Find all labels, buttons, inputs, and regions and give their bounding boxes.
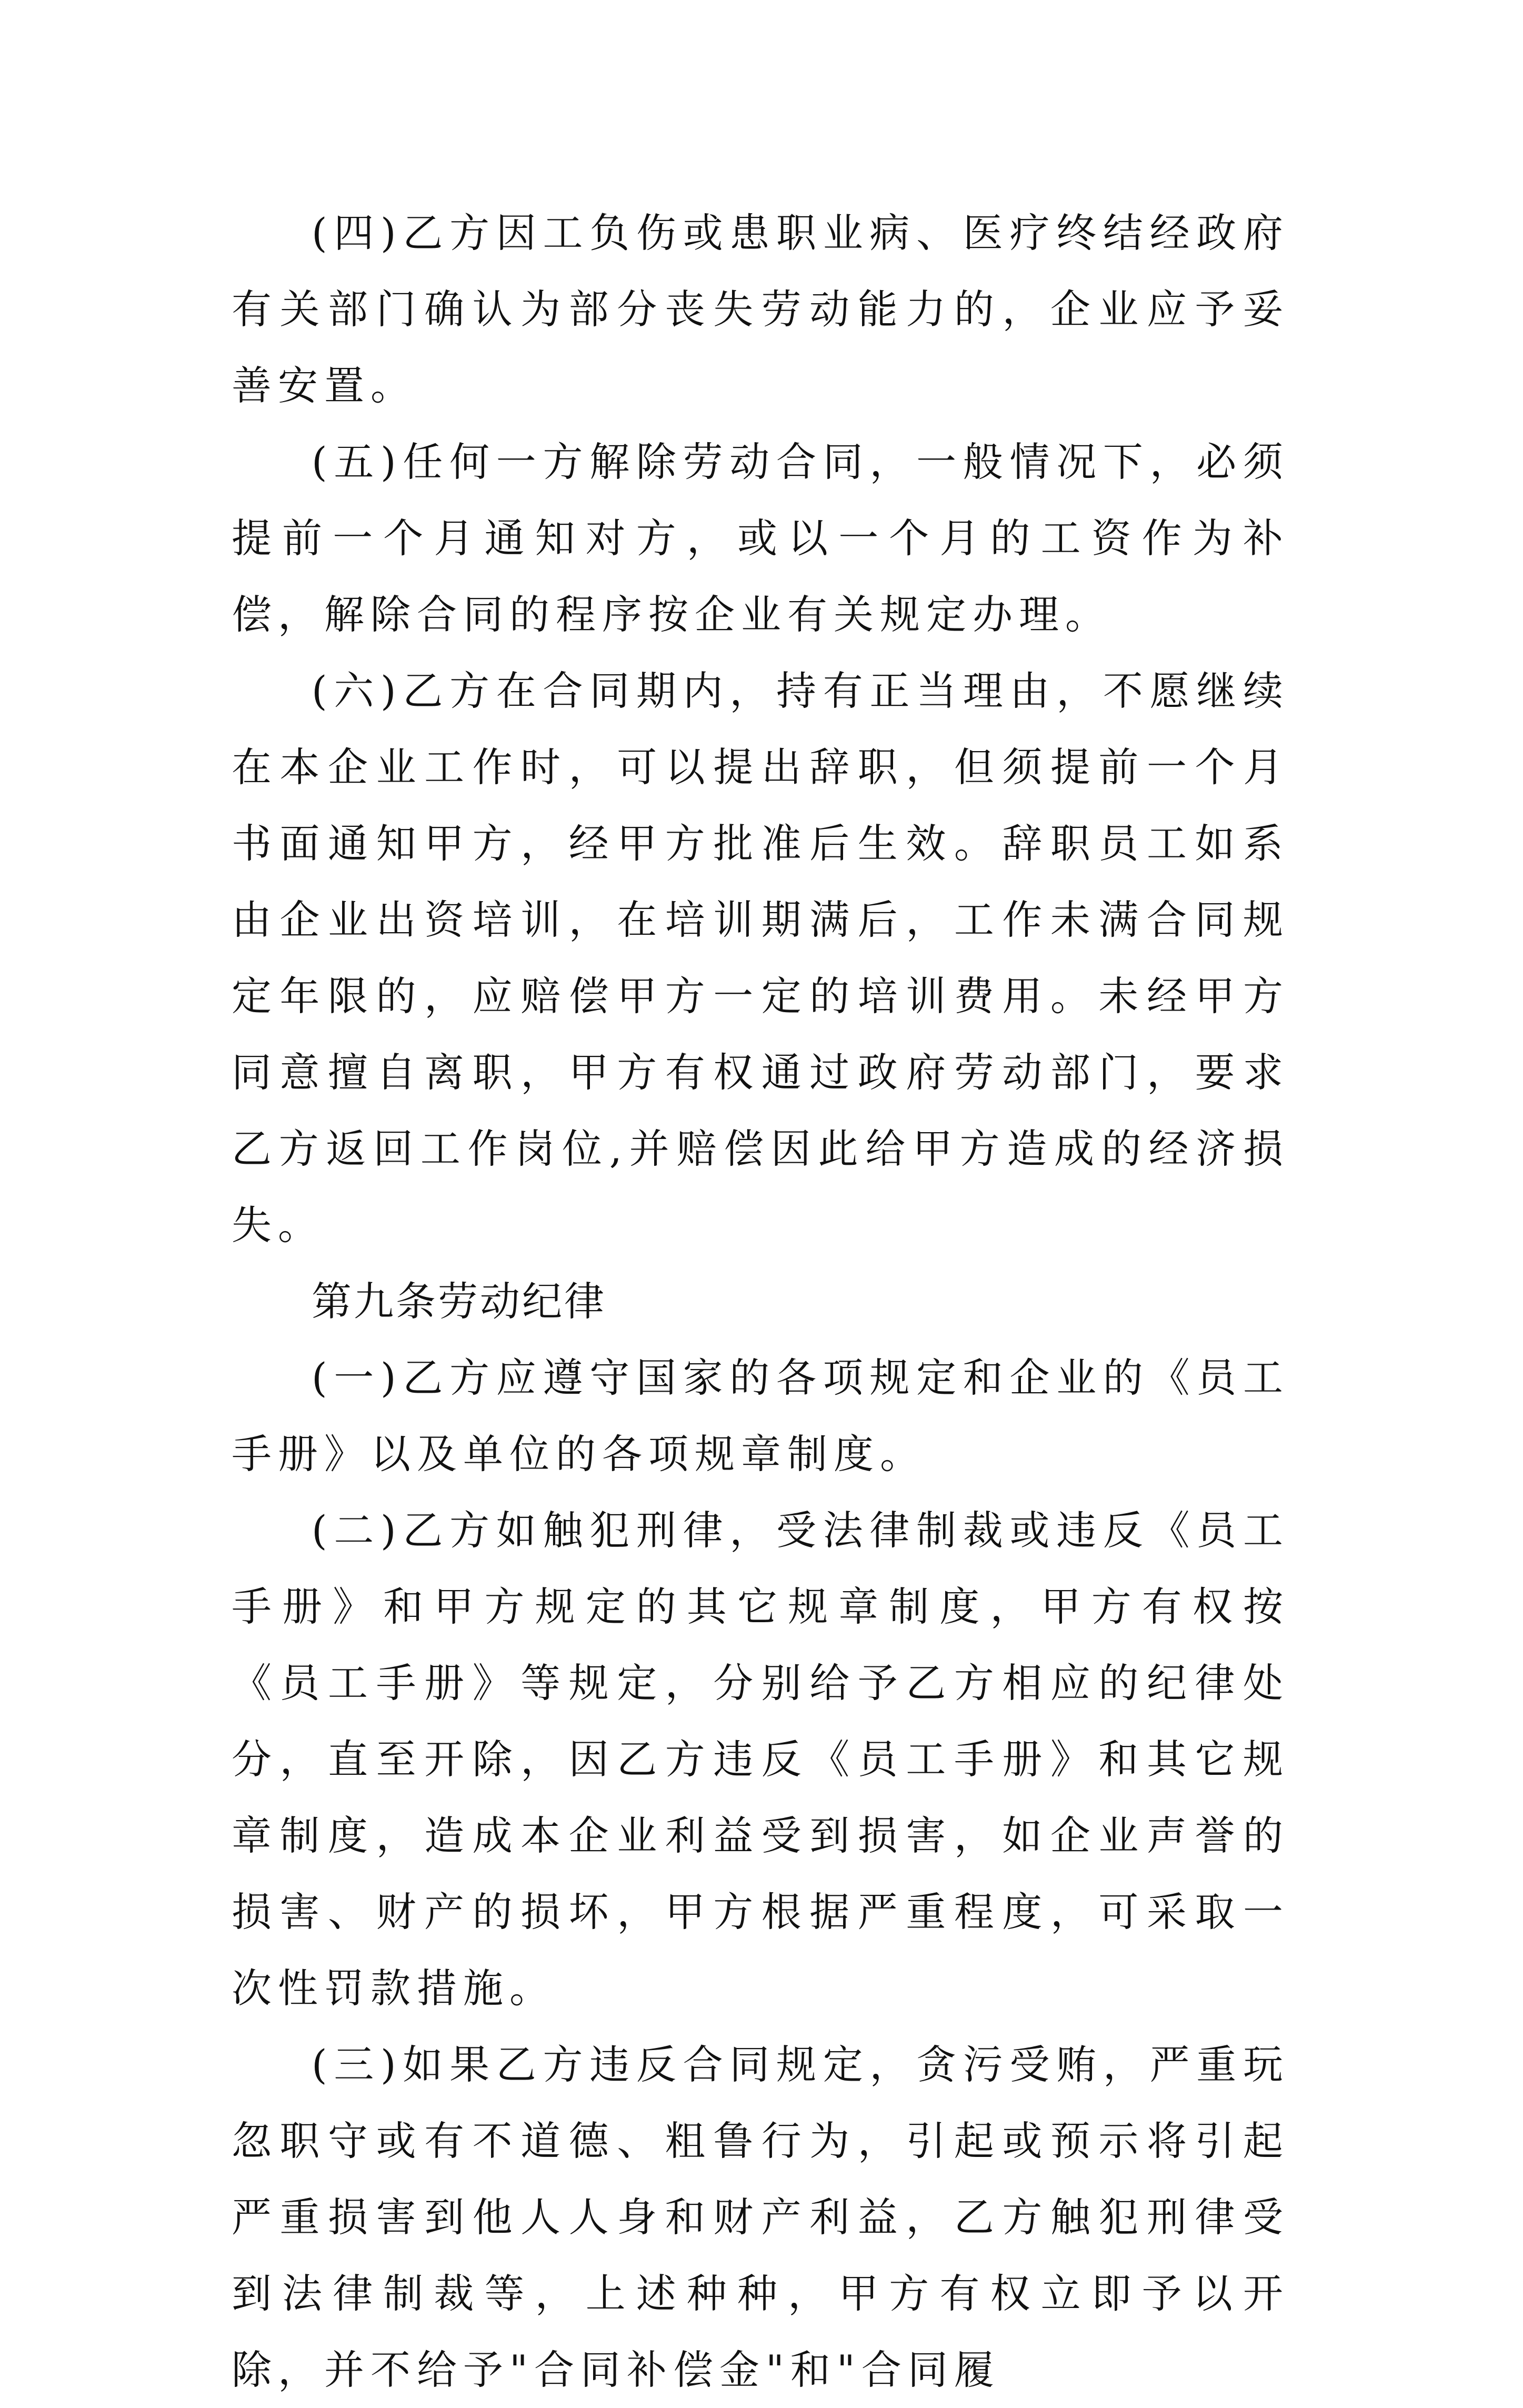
paragraph-clause-5: (五)任何一方解除劳动合同，一般情况下，必须提前一个月通知对方，或以一个月的工资作为补偿，解除合同的程序按企业有关规定办理。 xyxy=(232,438,1289,638)
document-body xyxy=(232,195,1289,2408)
paragraph-discipline-3: (三)如果乙方违反合同规定，贪污受贿，严重玩忽职守或有不道德、粗鲁行为，引起或预示将引起严重损害到他人人身和财产利益，乙方触犯刑律受到法律制裁等，上述种种，甲方有权立即予以开除，并不给予"合同补偿金"和"合同履 xyxy=(232,2041,1289,2393)
paragraph-discipline-1: (一)乙方应遵守国家的各项规定和企业的《员工手册》以及单位的各项规章制度。 xyxy=(232,1354,1289,1477)
paragraph-clause-4: (四)乙方因工负伤或患职业病、医疗终结经政府有关部门确认为部分丧失劳动能力的，企业应予妥善安置。 xyxy=(232,209,1289,409)
paragraph-discipline-2: (二)乙方如触犯刑律，受法律制裁或违反《员工手册》和甲方规定的其它规章制度，甲方有权按《员工手册》等规定，分别给予乙方相应的纪律处分，直至开除，因乙方违反《员工手册》和其它规章制度，造成本企业利益受到损害，如企业声誉的损害、财产的损坏，甲方根据严重程度，可采取一次性罚款措施。 xyxy=(232,1507,1289,2012)
paragraph-clause-6: (六)乙方在合同期内，持有正当理由，不愿继续在本企业工作时，可以提出辞职，但须提前一个月书面通知甲方，经甲方批准后生效。辞职员工如系由企业出资培训，在培训期满后，工作未满合同规定年限的，应赔偿甲方一定的培训费用。未经甲方同意擅自离职，甲方有权通过政府劳动部门，要求乙方返回工作岗位,并赔偿因此给甲方造成的经济损失。 xyxy=(232,667,1289,1248)
article-9-heading: 第九条劳动纪律 xyxy=(312,1278,606,1325)
